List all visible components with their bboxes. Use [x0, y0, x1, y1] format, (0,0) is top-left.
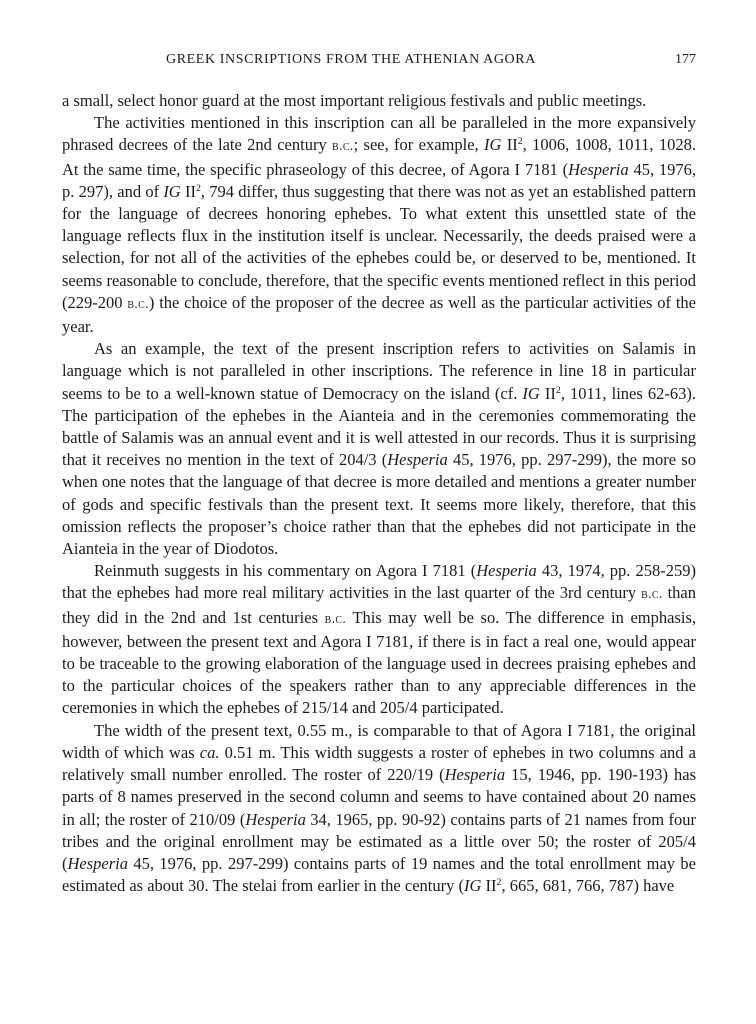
small-caps-text: b.c. — [324, 611, 347, 627]
text-run: Reinmuth suggests in his commentary on Agora I 7181 ( — [94, 561, 477, 581]
text-run: II — [180, 181, 196, 201]
small-caps-text: b.c. — [332, 139, 354, 155]
text-run: The width of the present text, 0.55 m., is comparable to that of Agora I 7181, the original width of which was — [62, 720, 696, 762]
paragraph — [62, 112, 696, 338]
italic-text: Hesperia — [67, 853, 128, 873]
body-text — [62, 90, 696, 897]
page — [62, 50, 696, 897]
italic-text: Hesperia — [444, 765, 506, 785]
text-run: , 665, 681, 766, 787) have — [501, 876, 675, 896]
text-run: II — [501, 135, 518, 155]
text-run: 45, 1976, pp. 297-299) contains parts of 19 names and the total enrollment may be estimated as about 30. The stelai from earlier in the century ( — [62, 853, 696, 896]
italic-text: ca. — [199, 742, 220, 762]
text-run: , 1011, lines 62-63). The participation of the ephebes in the Aianteia and in the ceremonies commemorating the battle of Salamis was an annual event and it is well attested in our records. Thus it is surprising that it receives no mention in the text of 204/3 ( — [62, 383, 696, 470]
small-caps-text: b.c. — [127, 296, 149, 312]
italic-text: Hesperia — [245, 809, 306, 829]
italic-text: IG — [163, 181, 181, 201]
text-run: 43, 1974, pp. 258-259) that the ephebes had more real military activities in the last quarter of the 3rd century — [62, 561, 696, 603]
superscript: 2 — [555, 384, 561, 396]
text-run: , 794 differ, thus suggesting that there was not as yet an established pattern for the language of decrees honoring ephebes. To what extent this unsettled state of the language reflects flux in the institution itself is unclear. Necessarily, the deeds praised were a selection, for not all of the activities of the ephebes could be, or deserved to be, mentioned. It seems reasonable to conclude, therefore, that the specific events mentioned reflect in this period (229-200 — [62, 181, 696, 312]
text-run: II — [539, 383, 556, 403]
paragraph — [62, 720, 696, 898]
text-run: The activities mentioned in this inscription can all be paralleled in the more expansively phrased decrees of the late 2nd century — [62, 113, 696, 155]
text-run: than they did in the 2nd and 1st centuries — [62, 583, 696, 627]
text-run: 0.51 m. This width suggests a roster of ephebes in two columns and a relatively small number enrolled. The roster of 220/19 ( — [62, 742, 696, 785]
text-run: ) the choice of the proposer of the decree as well as the particular activities of the year. — [62, 292, 696, 337]
text-run: As an example, the text of the present inscription refers to activities on Salamis in language which is not paralleled in other inscriptions. The reference in line 18 in particular seems to be to a well-known statue of Democracy on the island (cf. — [62, 339, 696, 403]
text-run: , 1006, 1008, 1011, 1028. At the same time, the specific phraseology of this decree, of Agora I 7181 ( — [62, 135, 696, 179]
running-header — [62, 50, 696, 72]
italic-text: IG — [463, 876, 482, 896]
text-run: This may well be so. The difference in emphasis, however, between the present text and Agora I 7181, if there is in fact a real one, would appear to be traceable to the growing elaboration of the language used in decrees praising ephebes and to the particular choices of the speakers rather than to any appreciable differences in the ceremonies in which the ephebes of 215/14 and 205/4 participated. — [62, 607, 696, 718]
italic-text: Hesperia — [568, 159, 629, 179]
text-run: 45, 1976, p. 297), and of — [62, 159, 696, 201]
small-caps-text: b.c. — [641, 587, 663, 603]
superscript: 2 — [195, 182, 201, 194]
text-run: ; see, for example, — [353, 135, 484, 155]
text-run: a small, select honor guard at the most important religious festivals and public meetings. — [62, 91, 647, 110]
text-run: 15, 1946, pp. 190-193) has parts of 8 names preserved in the second column and seems to have contained about 20 names in all; the roster of 210/09 ( — [62, 765, 696, 829]
page-number: 177 — [675, 52, 696, 67]
superscript: 2 — [496, 877, 502, 889]
text-run: II — [481, 876, 497, 896]
paragraph — [62, 90, 696, 112]
italic-text: IG — [483, 135, 502, 155]
running-head-title: GREEK INSCRIPTIONS FROM THE ATHENIAN AGORA — [166, 52, 536, 67]
italic-text: Hesperia — [387, 450, 448, 470]
italic-text: Hesperia — [476, 561, 537, 581]
paragraph — [62, 560, 696, 719]
italic-text: IG — [522, 383, 540, 403]
text-run: 34, 1965, pp. 90-92) contains parts of 21 names from four tribes and the original enrollment may be estimated as a little over 50; the roster of 205/4 ( — [62, 809, 696, 873]
text-run: 45, 1976, pp. 297-299), the more so when one notes that the language of that decree is more detailed and mentions a greater number of gods and specific festivals than the present text. It seems more likely, therefore, that this omission reflects the proposer’s choice rather than that the ephebes did not participate in the Aianteia in the year of Diodotos. — [62, 450, 696, 559]
paragraph — [62, 338, 696, 560]
superscript: 2 — [517, 136, 523, 148]
